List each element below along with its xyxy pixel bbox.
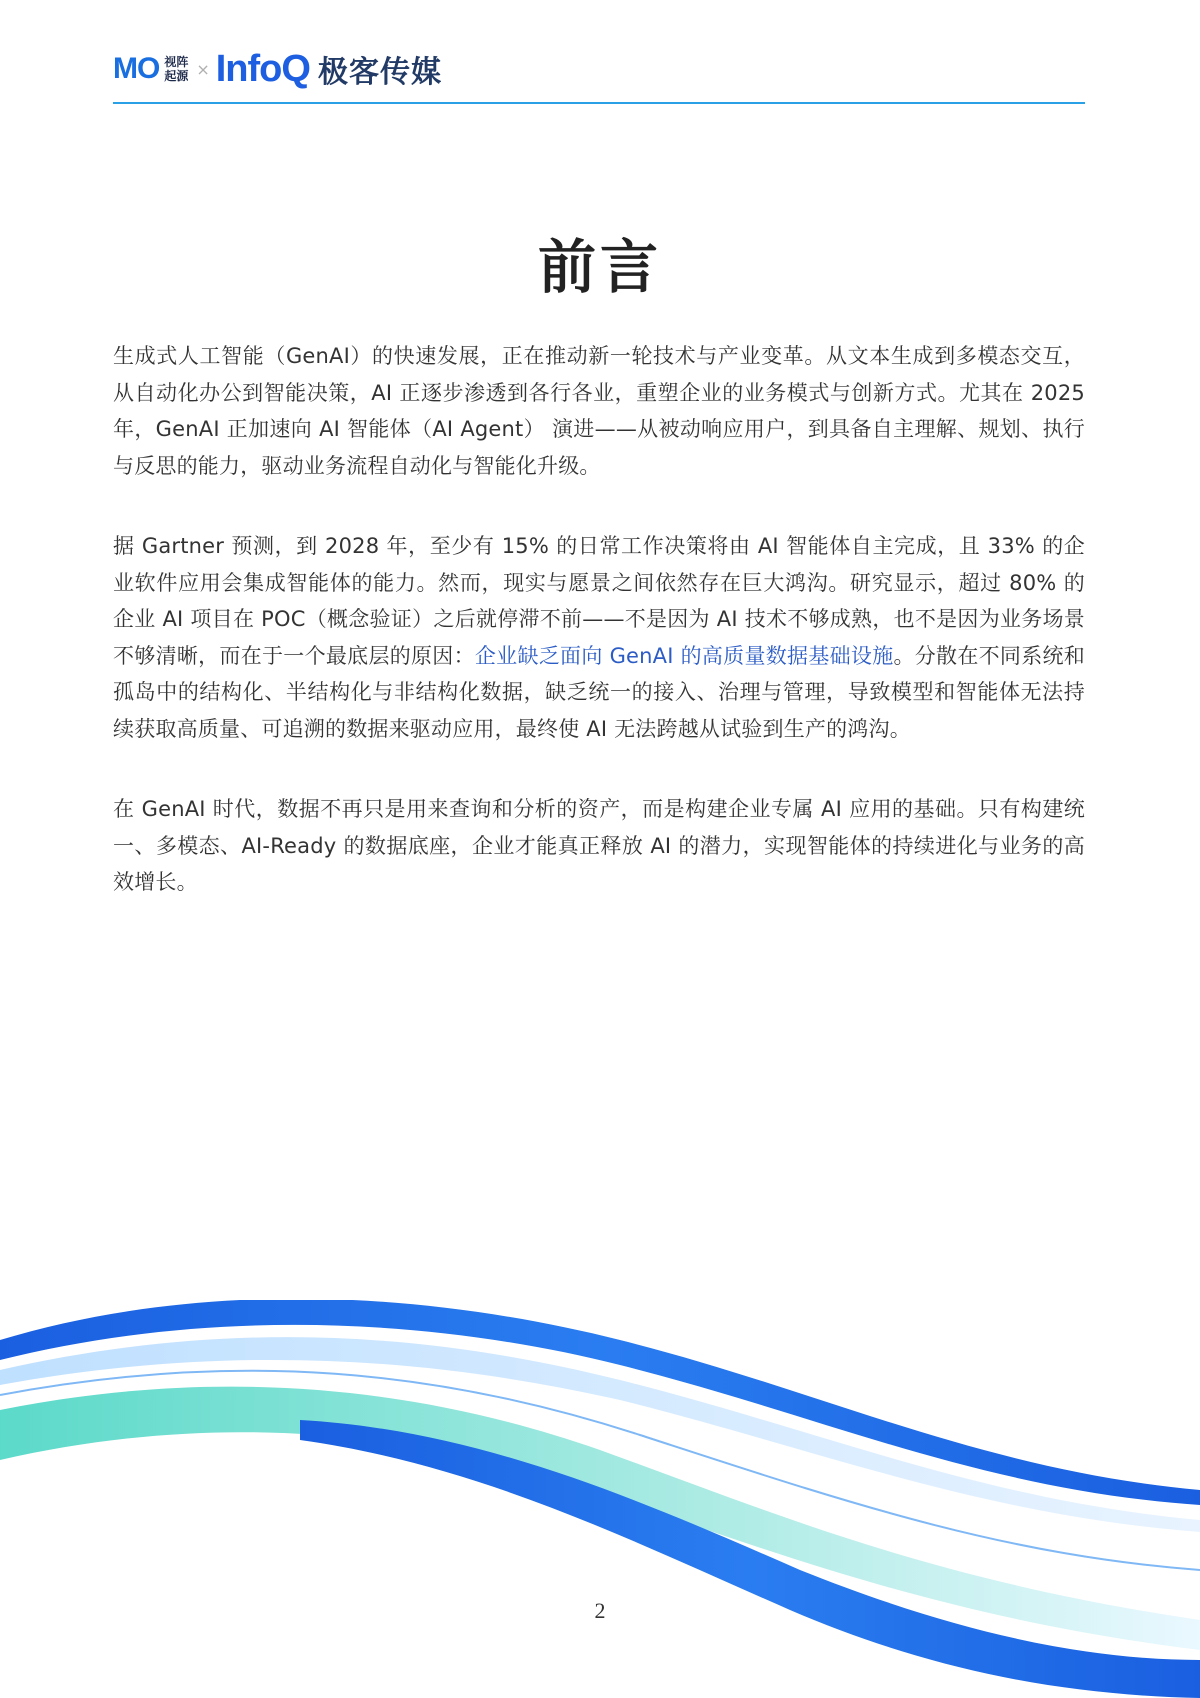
infoq-chinese-name: 极客传媒 [317, 55, 442, 90]
page-number: 2 [594, 1598, 606, 1623]
decorative-wave [0, 1300, 1200, 1698]
paragraph-3: 在 GenAI 时代，数据不再只是用来查询和分析的资产，而是构建企业专属 AI 应用的基础。只有构建统一、多模态、AI-Ready 的数据底座，企业才能真正释放 AI 的潜力，实现智能体的持续进化与业务的高效增长。 [113, 797, 1085, 894]
mo-sub-line1: 视阵 [164, 55, 189, 69]
paragraph-2-text-before: 据 Gartner 预测，到 2028 年，至少有 15% 的日常工作决策将由 AI 智能体自主完成，且 33% 的企业软件应用会集成智能体的能力。然而，现实与愿景之间依然存在巨大鸿沟。研究显示，超过 80% 的企业 AI 项目在 POC（概念验证）之后就停滞不前——不是因为 AI 技术不够成熟，也不是因为业务场景不够清晰，而在于一个最底层的原因： [113, 534, 1085, 668]
body-text [113, 338, 1085, 945]
paragraph-2-text-after: 。分散在不同系统和孤岛中的结构化、半结构化与非结构化数据，缺乏统一的接入、治理与管理，导致模型和智能体无法持续获取高质量、可追溯的数据来驱动应用，最终使 AI 无法跨越从试验到生产的鸿沟。 [113, 643, 1085, 741]
mo-sub-line2: 起源 [164, 69, 189, 83]
infoq-logo: InfoQ [215, 48, 310, 90]
paragraph-1: 生成式人工智能（GenAI）的快速发展，正在推动新一轮技术与产业变革。从文本生成到多模态交互，从自动化办公到智能决策，AI 正逐步渗透到各行各业，重塑企业的业务模式与创新方式。尤其在 2025 年，GenAI 正加速向 AI 智能体（AI Agent） 演进——从被动响应用户，到具备自主理解、规划、执行与反思的能力，驱动业务流程自动化与智能化升级。 [113, 344, 1085, 478]
mo-logo: MO [113, 52, 160, 85]
logo-separator: × [196, 59, 210, 79]
page-title: 前言 [537, 233, 662, 301]
paragraph-2-highlight: 企业缺乏面向 GenAI 的高质量数据基础设施 [474, 643, 894, 668]
logo-row [113, 44, 442, 94]
page-header [113, 44, 1085, 104]
paragraph-2 [113, 528, 1085, 747]
mo-logo-subtitle [164, 55, 188, 83]
